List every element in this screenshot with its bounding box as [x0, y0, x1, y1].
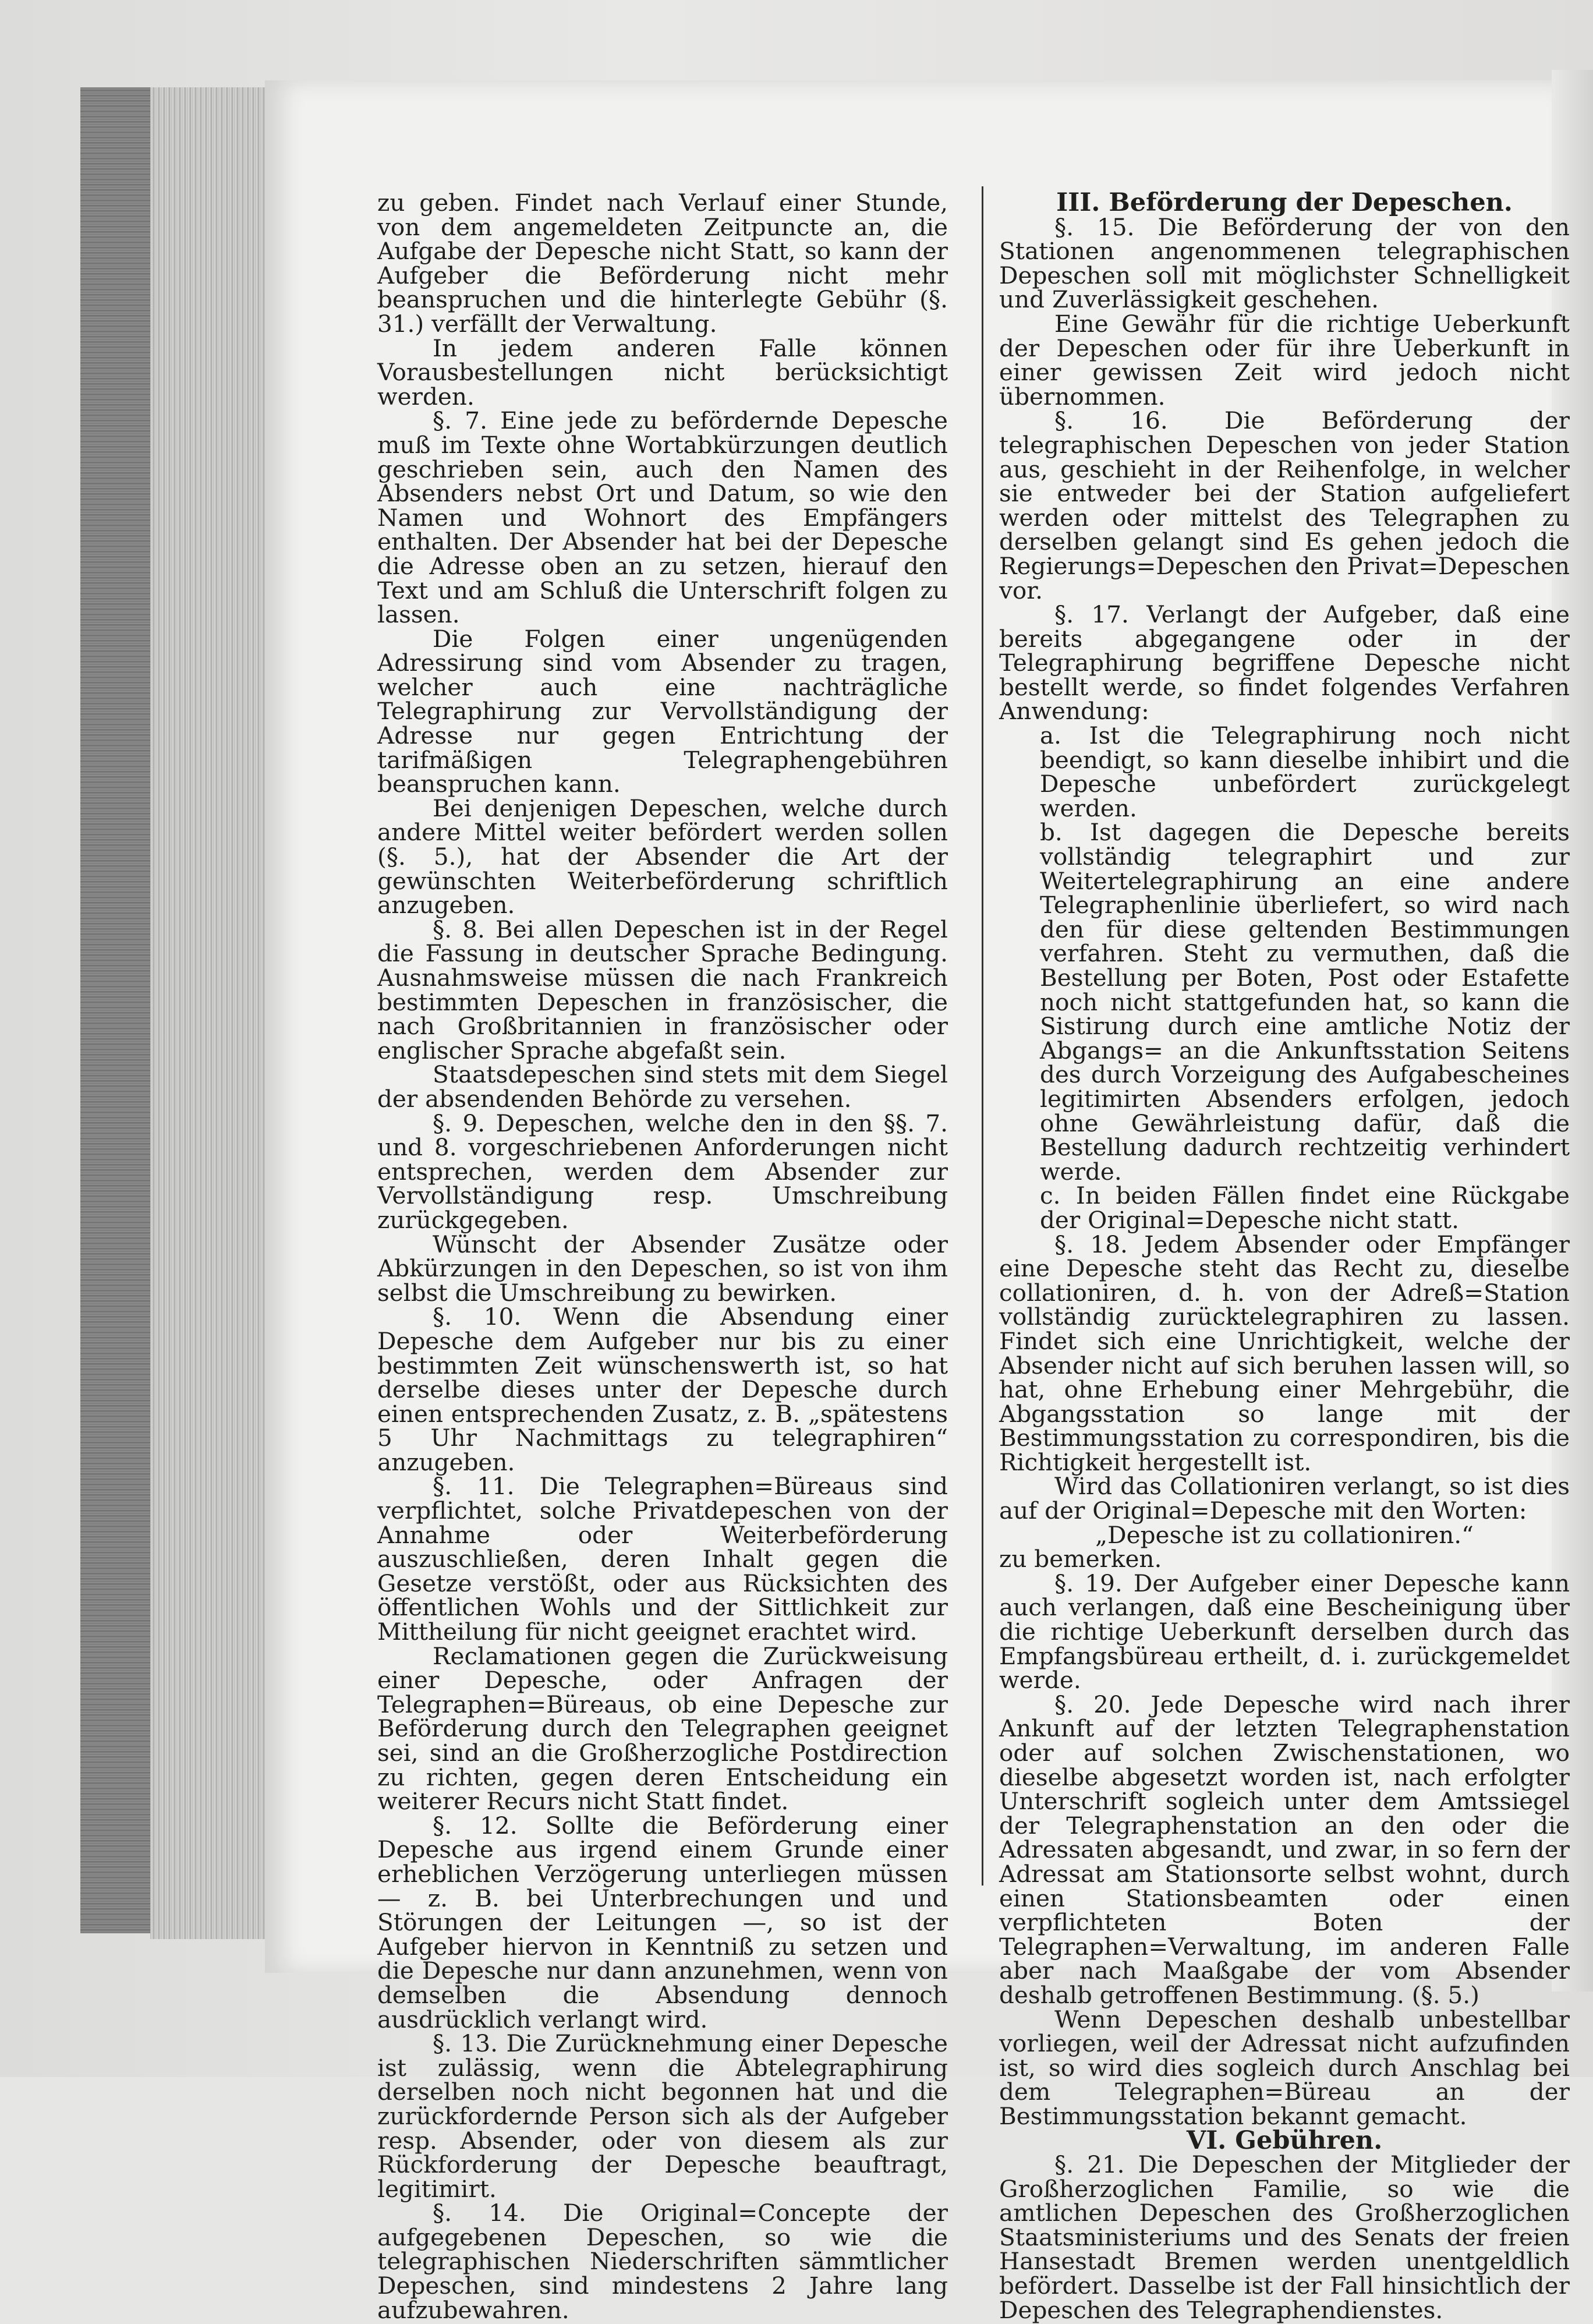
list-item: c. In beiden Fällen findet eine Rückgabe der Original=Depesche nicht statt. — [1040, 1182, 1570, 1234]
paragraph: zu geben. Findet nach Verlauf einer Stunde, von dem angemeldeten Zeitpuncte an, die Aufgabe der Depesche nicht Statt, so kann der Aufgeber die Beförderung nicht mehr beanspruchen und die hinterlegte Gebühr (§. 31.) verfällt der Verwaltung. — [377, 189, 948, 338]
paragraph: Wünscht der Absender Zusätze oder Abkürzungen in den Depeschen, so ist von ihm selbst die Umschreibung zu bewirken. — [377, 1230, 948, 1307]
section-heading: III. Beförderung der Depeschen. — [1056, 188, 1513, 217]
paragraph: zu bemerken. — [999, 1545, 1162, 1573]
section-heading: VI. Gebühren. — [1186, 2125, 1383, 2155]
paragraph: §. 14. Die Original=Concepte der aufgegebenen Depeschen, so wie die telegraphischen Niederschriften sämmtlicher Depeschen, sind mindestens 2 Jahre lang aufzubewahren. — [377, 2199, 948, 2324]
page-edges — [150, 87, 267, 1939]
paragraph: Eine Gewähr für die richtige Ueberkunft der Depeschen oder für ihre Ueberkunft in einer gewissen Zeit wird jedoch nicht übernommen. — [999, 309, 1570, 411]
paragraph: Wenn Depeschen deshalb unbestellbar vorliegen, weil der Adressat nicht aufzufinden ist, so wird dies sogleich durch Anschlag bei dem Telegraphen=Büreau an der Bestimmungsstation bekannt gemacht. — [999, 2005, 1570, 2130]
quoted-phrase: „Depesche ist zu collationiren.“ — [1095, 1520, 1474, 1549]
paragraph: §. 20. Jede Depesche wird nach ihrer Ankunft auf der letzten Telegraphenstation oder auf solchen Zwischenstationen, wo dieselbe abgesetzt worden ist, nach erfolgter Unterschrift sogleich unter dem Amtssiegel der Telegraphenstation an den oder die Adressaten abgesandt, und zwar, in so fern der Adressat am Stationsorte selbst wohnt, durch einen Stationsbeamten oder einen verpflichteten Boten der Telegraphen=Verwaltung, im anderen Falle aber nach Maaßgabe der vom Absender deshalb getroffenen Bestimmung. (§. 5.) — [999, 1690, 1570, 2009]
paragraph: §. 21. Die Depeschen der Mitglieder der Großherzoglichen Familie, so wie die amtlichen Depeschen des Großherzoglichen Staatsministeriums und des Senats der freien Hansestadt Bremen werden unentgeldlich befördert. Dasselbe ist der Fall hinsichtlich der Depeschen des Telegraphendienstes. — [999, 2150, 1570, 2324]
paragraph: Staatsdepeschen sind stets mit dem Siegel der absendenden Behörde zu versehen. — [377, 1060, 948, 1113]
paragraph: §. 15. Die Beförderung der von den Stationen angenommenen telegraphischen Depeschen soll mit möglichster Schnelligkeit und Zuverlässigkeit geschehen. — [999, 213, 1570, 314]
paragraph: Die Folgen einer ungenügenden Adressirung sind vom Absender zu tragen, welcher auch eine nachträgliche Telegraphirung zur Vervollständigung der Adresse nur gegen Entrichtung der tarifmäßigen Telegraphengebühren beanspruchen kann. — [377, 624, 948, 798]
book-spine — [80, 87, 154, 1933]
paragraph: Bei denjenigen Depeschen, welche durch andere Mittel weiter befördert werden sollen (§. 5.), hat der Absender die Art der gewünschten Weiterbeförderung schriftlich anzugeben. — [377, 794, 948, 919]
paragraph: §. 12. Sollte die Beförderung einer Depesche aus irgend einem Grunde einer erheblichen Verzögerung unterliegen müssen — z. B. bei Unterbrechungen und und Störungen der Leitungen —, so ist der Aufgeber hiervon in Kenntniß zu setzen und die Depesche nur dann anzunehmen, wenn von demselben die Absendung dennoch ausdrücklich verlangt wird. — [377, 1811, 948, 2033]
list-item: b. Ist dagegen die Depesche bereits vollständig telegraphirt und zur Weitertelegraphirung an eine andere Telegraphenlinie überliefert, so wird nach den für diese geltenden Bestimmungen verfahren. Steht zu vermuthen, daß die Bestellung per Boten, Post oder Estafette noch nicht stattgefunden hat, so kann die Sistirung durch eine amtliche Notiz der Abgangs= an die Ankunftsstation Seitens des durch Vorzeigung des Aufgabescheines legitimirten Absenders erfolgen, jedoch ohne Gewährleistung dafür, daß die Bestellung dadurch rechtzeitig verhindert werde. — [1040, 818, 1570, 1186]
list-item: a. Ist die Telegraphirung noch nicht beendigt, so kann dieselbe inhibirt und die Depesche unbefördert zurückgelegt werden. — [1040, 721, 1570, 822]
paragraph: §. 13. Die Zurücknehmung einer Depesche ist zulässig, wenn die Abtelegraphirung derselben noch nicht begonnen hat und die zurückfordernde Person sich als der Aufgeber resp. Absender, oder von diesem als zur Rückforderung der Depesche beauftragt, legitimirt. — [377, 2029, 948, 2203]
paragraph: §. 7. Eine jede zu befördernde Depesche muß im Texte ohne Wortabkürzungen deutlich geschrieben sein, auch den Namen des Absenders nebst Ort und Datum, so wie den Namen und Wohnort des Empfängers enthalten. Der Absender hat bei der Depesche die Adresse oben an zu setzen, hierauf den Text und am Schluß die Unterschrift folgen zu lassen. — [377, 406, 948, 629]
paragraph: Reclamationen gegen die Zurückweisung einer Depesche, oder Anfragen der Telegraphen=Büreaus, ob eine Depesche zur Beförderung durch den Telegraphen geeignet sei, sind an die Großherzogliche Postdirection zu richten, gegen deren Entscheidung ein weiterer Recurs nicht Statt findet. — [377, 1642, 948, 1816]
paragraph: Wird das Collationiren verlangt, so ist dies auf der Original=Depesche mit den Worten: — [999, 1472, 1570, 1525]
paragraph: §. 18. Jedem Absender oder Empfänger eine Depesche steht das Recht zu, dieselbe collationiren, d. h. von der Adreß=Station vollständig zurücktelegraphiren zu lassen. Findet sich eine Unrichtigkeit, welche der Absender nicht auf sich beruhen lassen will, so hat, ohne Erhebung einer Mehrgebühr, die Abgangsstation so lange mit der Bestimmungsstation zu correspondiren, bis die Richtigkeit hergestellt ist. — [999, 1230, 1570, 1476]
paragraph: In jedem anderen Falle können Vorausbestellungen nicht berücksichtigt werden. — [377, 334, 948, 411]
paragraph: §. 17. Verlangt der Aufgeber, daß eine bereits abgegangene oder in der Telegraphirung begriffene Depesche nicht bestellt werde, so findet folgendes Verfahren Anwendung: — [999, 600, 1570, 726]
paragraph: §. 16. Die Beförderung der telegraphischen Depeschen von jeder Station aus, geschieht in der Reihenfolge, in welcher sie entweder bei der Station aufgeliefert werden oder mittelst des Telegraphen zu derselben gelangt sind Es gehen jedoch die Regierungs=Depeschen den Privat=Depeschen vor. — [999, 406, 1570, 604]
text-column-right — [999, 188, 1570, 2324]
paragraph: §. 19. Der Aufgeber einer Depesche kann auch verlangen, daß eine Bescheinigung über die richtige Ueberkunft derselben durch das Empfangsbüreau ertheilt, d. i. zurückgemeldet werde. — [999, 1569, 1570, 1695]
paragraph: §. 9. Depeschen, welche den in den §§. 7. und 8. vorgeschriebenen Anforderungen nicht entsprechen, werden dem Absender zur Vervollständigung resp. Umschreibung zurückgegeben. — [377, 1109, 948, 1234]
paragraph: §. 10. Wenn die Absendung einer Depesche dem Aufgeber nur bis zu einer bestimmten Zeit wünschenswerth ist, so hat derselbe dieses unter der Depesche durch einen entsprechenden Zusatz, z. B. „spätestens 5 Uhr Nachmittags zu telegraphiren“ anzugeben. — [377, 1303, 948, 1476]
column-divider — [982, 186, 983, 1886]
paragraph: §. 8. Bei allen Depeschen ist in der Regel die Fassung in deutscher Sprache Bedingung. Ausnahmsweise müssen die nach Frankreich bestimmten Depeschen in französischer, die nach Großbritannien in französischer oder englischer Sprache abgefaßt sein. — [377, 915, 948, 1064]
paragraph: §. 11. Die Telegraphen=Büreaus sind verpflichtet, solche Privatdepeschen von der Annahme oder Weiterbeförderung auszuschließen, deren Inhalt gegen die Gesetze verstößt, oder aus Rücksichten des öffentlichen Wohls und der Sittlichkeit zur Mittheilung für nicht geeignet erachtet wird. — [377, 1472, 948, 1646]
text-column-left — [377, 191, 948, 2322]
